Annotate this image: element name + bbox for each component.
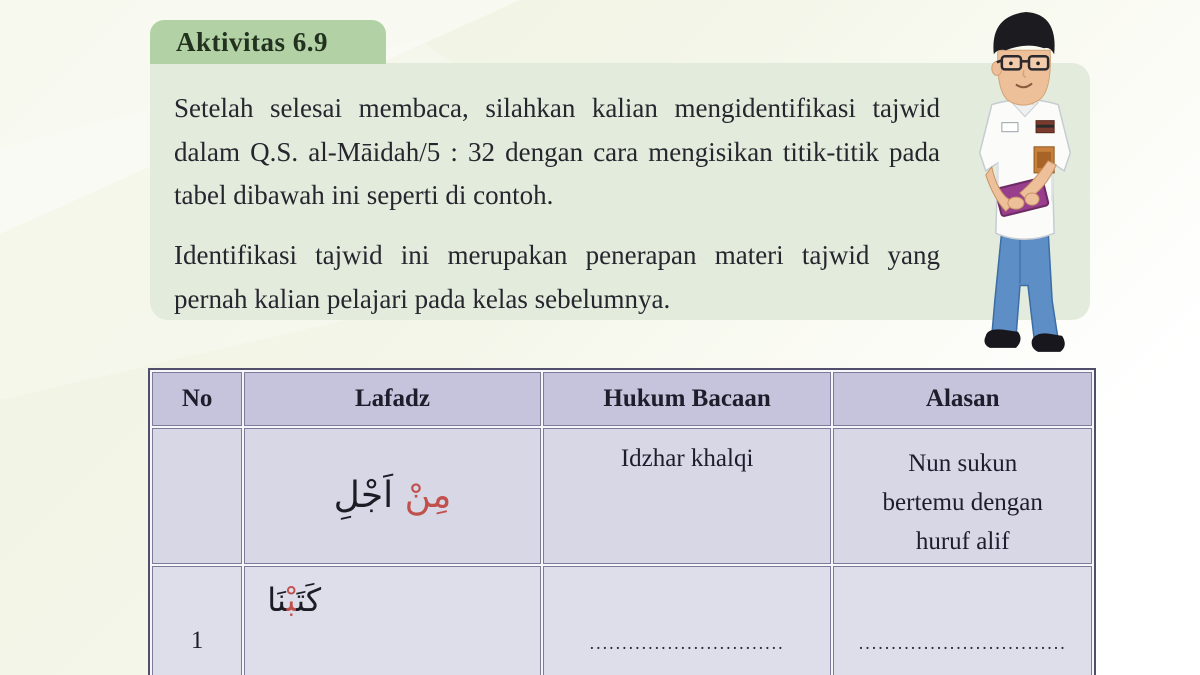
shoe xyxy=(984,329,1020,348)
arabic-lafadz: كَتَ‍‍بْ‍‍نَا xyxy=(267,581,322,619)
instruction-paragraph-1: Setelah selesai membaca, silahkan kalian mengidentifikasi tajwid dalam Q.S. al-Māidah/5 : 32 dengan cara mengisikan titik-titik pada tabel dibawah ini seperti di contoh. xyxy=(174,93,940,211)
hukum-text: Idzhar khalqi xyxy=(620,445,754,472)
activity-tab-title xyxy=(150,20,386,64)
cell-lafadz-1 xyxy=(244,566,541,675)
eye xyxy=(1009,62,1013,66)
activity-title-text: Aktivitas 6.9 xyxy=(176,26,329,57)
cell-no-1: 1 xyxy=(152,566,242,675)
cell-alasan-example xyxy=(833,428,1092,564)
dotted-answer-line: ................................ xyxy=(858,633,1067,653)
shirt xyxy=(980,100,1071,240)
cell-hukum-example xyxy=(543,428,832,564)
instruction-paragraph-2: Identifikasi tajwid ini merupakan penerapan materi tajwid yang pernah kalian pelajari pada kelas sebelumnya. xyxy=(174,240,940,314)
table-row-1 xyxy=(152,566,1092,675)
table-row-example xyxy=(152,428,1092,564)
hand xyxy=(1008,197,1024,209)
cell-no-example xyxy=(152,428,242,564)
cell-hukum-1 xyxy=(543,566,832,675)
header-hukum-bacaan: Hukum Bacaan xyxy=(543,372,832,426)
tajwid-table xyxy=(148,368,1096,675)
student-illustration-svg xyxy=(948,4,1106,366)
hand xyxy=(1025,193,1039,205)
header-alasan: Alasan xyxy=(833,372,1092,426)
student-illustration xyxy=(948,4,1106,366)
cell-alasan-1 xyxy=(833,566,1092,675)
arabic-lafadz: مِنْ اَجْلِ xyxy=(333,475,452,517)
cell-lafadz-example xyxy=(244,428,541,564)
eye xyxy=(1036,62,1040,66)
header-no: No xyxy=(152,372,242,426)
table-header-row xyxy=(152,372,1092,426)
shoe xyxy=(1032,333,1065,352)
dotted-answer-line: .............................. xyxy=(589,633,785,653)
alasan-text: Nun sukun bertemu dengan huruf alif xyxy=(882,450,1043,555)
header-lafadz: Lafadz xyxy=(244,372,541,426)
name-tag xyxy=(1002,123,1018,132)
ear xyxy=(992,61,1002,75)
hair xyxy=(993,12,1054,54)
jeans xyxy=(992,230,1058,340)
